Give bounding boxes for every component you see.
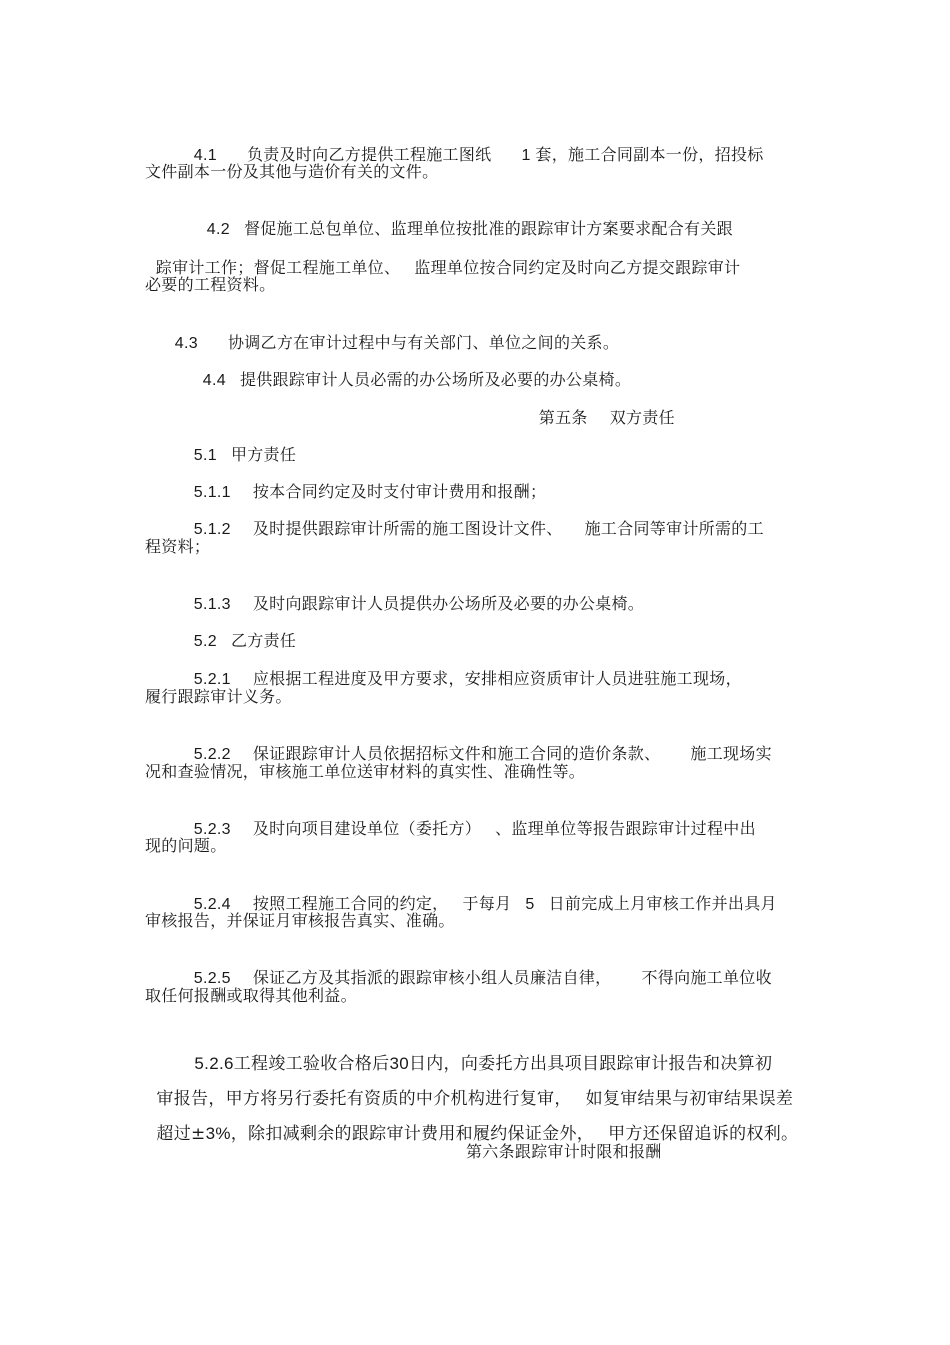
clause-5-2-2-line2: 况和查验情况，审核施工单位送审材料的真实性、准确性等。 xyxy=(145,762,586,781)
clause-5-2-5-line2: 取任何报酬或取得其他利益。 xyxy=(145,986,357,1005)
clause-5-2-6-line3 xyxy=(145,1104,798,1144)
clause-text: 施工现场实 xyxy=(690,744,772,763)
clause-5-2-3-line2: 现的问题。 xyxy=(145,836,227,855)
clause-text: 工程竣工验收合格后 xyxy=(233,1054,390,1074)
clause-5-1-2-line1 xyxy=(183,499,764,540)
clause-number: 4.2 xyxy=(206,221,230,238)
clause-4-2-line1 xyxy=(196,199,733,240)
clause-number: 5.2.2 xyxy=(193,746,231,763)
clause-4-4 xyxy=(192,350,631,391)
clause-text: 于每月 xyxy=(462,894,512,913)
clause-number: 5.2.1 xyxy=(193,671,231,688)
clause-4-1-line1 xyxy=(183,125,764,166)
clause-text: 按本合同约定及时支付审计费用和报酬； xyxy=(252,482,547,501)
clause-text: 日内，向委托方出具项目跟踪审计报告和决算初 xyxy=(408,1054,773,1074)
clause-text: 保证跟踪审计人员依据招标文件和施工合同的造价条款、 xyxy=(252,744,661,763)
clause-number: 5.2.4 xyxy=(193,896,231,913)
clause-number: 5.2.6 xyxy=(194,1054,234,1073)
clause-5-2-4-line2: 审核报告，并保证月审核报告真实、准确。 xyxy=(145,911,455,930)
clause-number: 4.4 xyxy=(202,372,226,389)
article-title: 双方责任 xyxy=(609,408,675,427)
clause-text: 施工合同等审计所需的工 xyxy=(584,519,764,538)
clause-5-2-6-line1 xyxy=(183,1034,772,1074)
clause-text: 5 xyxy=(525,896,535,913)
clause-text: 30 xyxy=(389,1054,409,1073)
clause-number: 5.1.3 xyxy=(193,596,231,613)
clause-text: 、监理单位等报告跟踪审计过程中出 xyxy=(495,819,756,838)
clause-number: 5.2 xyxy=(193,633,217,650)
clause-text: 协调乙方在审计过程中与有关部门、单位之间的关系。 xyxy=(227,333,620,352)
clause-number: 5.1.2 xyxy=(193,521,231,538)
clause-number: 5.2.5 xyxy=(193,970,231,987)
clause-number: 5.1 xyxy=(193,447,217,464)
clause-text: 按照工程施工合同的约定， xyxy=(252,894,449,913)
clause-5-2 xyxy=(183,611,296,652)
clause-text: 甲方还保留追诉的权利。 xyxy=(608,1124,799,1144)
clause-text: 超过± xyxy=(156,1124,206,1144)
clause-text: 及时向项目建设单位（委托方） xyxy=(252,819,482,838)
clause-text: 1 套，施工合同副本一份，招投标 xyxy=(521,147,764,164)
article-number: 第五条 xyxy=(538,408,588,427)
article-6-heading: 第六条跟踪审计时限和报酬 xyxy=(466,1142,662,1161)
clause-text: 审报告，甲方将另行委托有资质的中介机构进行复审， xyxy=(156,1089,572,1109)
clause-5-1 xyxy=(183,425,296,466)
clause-text: 甲方责任 xyxy=(230,445,297,464)
clause-number: 4.1 xyxy=(193,147,217,164)
clause-5-1-2-line2: 程资料； xyxy=(145,537,211,556)
clause-text: 及时提供跟踪审计所需的施工图设计文件、 xyxy=(252,519,563,538)
clause-number: 5.1.1 xyxy=(193,484,231,501)
clause-text: 提供跟踪审计人员必需的办公场所及必要的办公桌椅。 xyxy=(239,370,632,389)
clause-5-2-2-line1 xyxy=(183,724,772,765)
clause-text: 负责及时向乙方提供工程施工图纸 xyxy=(246,145,492,164)
article-5-heading xyxy=(528,388,675,428)
clause-text: 保证乙方及其指派的跟踪审核小组人员廉洁自律， xyxy=(252,968,612,987)
clause-text: 踪审计工作；督促工程施工单位、 xyxy=(155,258,401,277)
clause-5-2-5-line1 xyxy=(183,948,772,989)
clause-5-2-6-line2 xyxy=(145,1069,793,1109)
clause-5-2-3-line1 xyxy=(183,799,756,840)
clause-5-1-3 xyxy=(183,574,644,615)
clause-text: 不得向施工单位收 xyxy=(641,968,772,987)
clause-4-2-line2 xyxy=(145,238,740,278)
clause-5-2-1-line2: 履行跟踪审计义务。 xyxy=(145,687,292,706)
clause-number: 4.3 xyxy=(174,335,198,352)
clause-text: 监理单位按合同约定及时向乙方提交跟踪审计 xyxy=(414,258,741,277)
clause-5-2-4-line1 xyxy=(183,874,777,915)
clause-4-3 xyxy=(164,313,619,354)
clause-text: 及时向跟踪审计人员提供办公场所及必要的办公桌椅。 xyxy=(252,594,645,613)
clause-4-1-line2: 文件副本一份及其他与造价有关的文件。 xyxy=(145,162,439,181)
clause-5-2-1-line1 xyxy=(183,649,742,690)
clause-text: 应根据工程进度及甲方要求，安排相应资质审计人员进驻施工现场， xyxy=(252,669,742,688)
clause-text: 督促施工总包单位、监理单位按批准的跟踪审计方案要求配合有关跟 xyxy=(243,219,733,238)
clause-4-2-line3: 必要的工程资料。 xyxy=(145,275,276,294)
clause-text: 日前完成上月审核工作并出具月 xyxy=(548,894,777,913)
clause-text: 3% xyxy=(205,1124,231,1143)
clause-5-1-1 xyxy=(183,462,546,503)
clause-number: 5.2.3 xyxy=(193,821,231,838)
clause-text: ，除扣减剩余的跟踪审计费用和履约保证金外， xyxy=(230,1124,595,1144)
clause-text: 乙方责任 xyxy=(230,631,297,650)
clause-text: 如复审结果与初审结果误差 xyxy=(585,1089,794,1109)
